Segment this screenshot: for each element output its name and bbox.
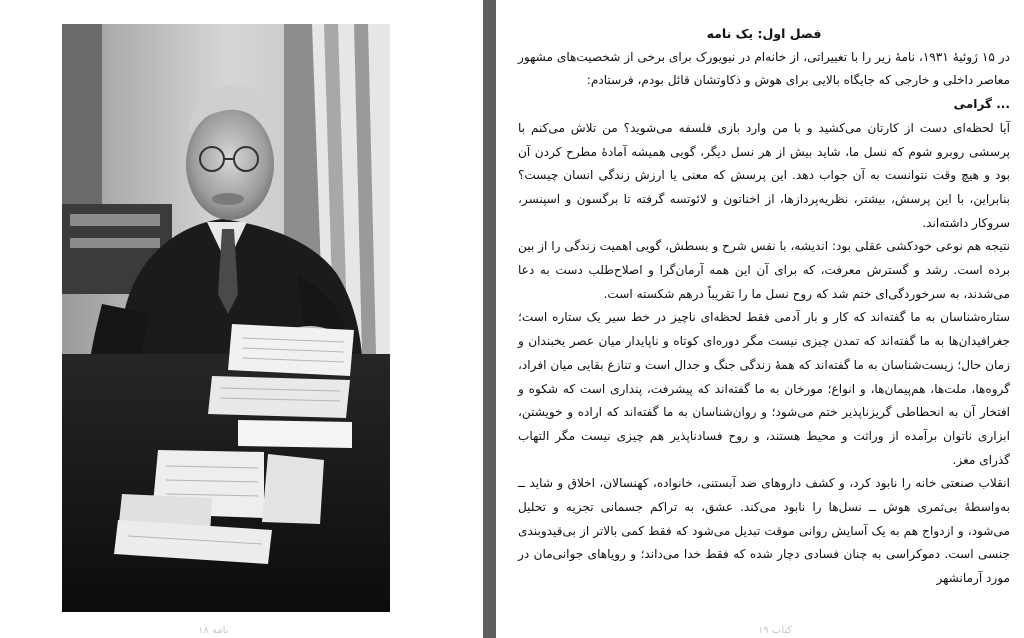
chapter-title: فصل اول: یک نامه [706,26,822,41]
intro-paragraph: در ۱۵ ژوئیهٔ ۱۹۳۱، نامهٔ زیر را با تغییراتی، از خانه‌ام در نیویورک برای برخی از شخصیت‌های مشهور معاصر داخلی و خارجی که جایگاه بالایی برای هوش و ذکاوتشان قائل بودم، فرستادم: [518,49,1010,88]
left-page-footer: ۱۸ نامه [198,625,229,636]
body-paragraph: انقلاب صنعتی خانه را نابود کرد، و کشف داروهای ضد آبستنی، خانواده، کهنسالان، اخلاق و شاید ــ به‌واسطهٔ بی‌ثمری هوش ــ نسل‌ها را نابود می‌کند. عشق، به تراکم جسمانی تجزیه و تحلیل می‌شود، و ازدواج هم به یک آسایش روانی موقت تبدیل می‌شود که فقط کمی بالاتر از بی‌قیدوبندی جنسی است. دموکراسی به چنان فسادی دچار شده که فقط خدا می‌داند؛ و رویاهای جوانی‌مان در مورد آرمانشهر [518,476,1010,586]
right-page-footer: کتاب ۱۹ [758,625,793,636]
author-photo [62,24,390,612]
body-paragraph: نتیجه هم نوعی خودکشی عقلی بود: اندیشه، با نفس شرح و بسطش، گویی اهمیت زندگی را از بین برده است. رشد و گسترش معرفت، که برای آن این همه آرمان‌گرا و اصلاح‌طلب دست به دعا می‌شدند، به سرخوردگی‌ای ختم شد که روح نسل ما را تقریباً درهم شکسته است. [518,239,1010,301]
chapter-text [518,22,1010,591]
body-paragraph: ستاره‌شناسان به ما گفته‌اند که کار و بار آدمی فقط لحظه‌ای ناچیز در خط سیر یک ستاره است؛ جغرافیدان‌ها به ما گفته‌اند که تمدن چیزی نیست مگر دوره‌ای کوتاه و ناپایدار میان عصر یخبندان و زمان حال؛ زیست‌شناسان به ما گفته‌اند که همهٔ زندگی جنگ و جدال است و تنازع بقایی میان افراد، گروه‌ها، ملت‌ها، هم‌پیمان‌ها، و انواع؛ مورخان به ما گفته‌اند که پیشرفت، پنداری است که شکوه و افتخار آن به انحطاطی گریزناپذیر ختم می‌شود؛ و روان‌شناسان به ما گفته‌اند که اراده و خویشتن، ابزاری ناتوان برآمده از وراثت و محیط هستند، و روح فسادناپذیر هم چیزی نیست مگر التهاب گذرای مغز. [518,310,1010,467]
author-photo-illustration [62,24,390,612]
letter-salutation: ... گرامی [953,97,1010,112]
left-page [0,0,483,638]
body-paragraph: آیا لحظه‌ای دست از کارتان می‌کشید و با من وارد بازی فلسفه می‌شوید؟ من تلاش می‌کنم با پرسشی روبرو شوم که نسل ما، شاید بیش از هر نسل دیگر، گویی همیشه آمادهٔ مطرح کردن آن بود و هیچ وقت نتوانست به آن جواب دهد. این پرسش که معنی یا ارزش زندگی انسان چیست؟ بنابراین، با این پرسش، بیشتر، نظریه‌پردازها، از اخناتون و لائوتسه گرفته تا برگسون و اسپنسر، سروکار داشته‌اند. [518,120,1010,230]
right-page [496,0,1024,638]
